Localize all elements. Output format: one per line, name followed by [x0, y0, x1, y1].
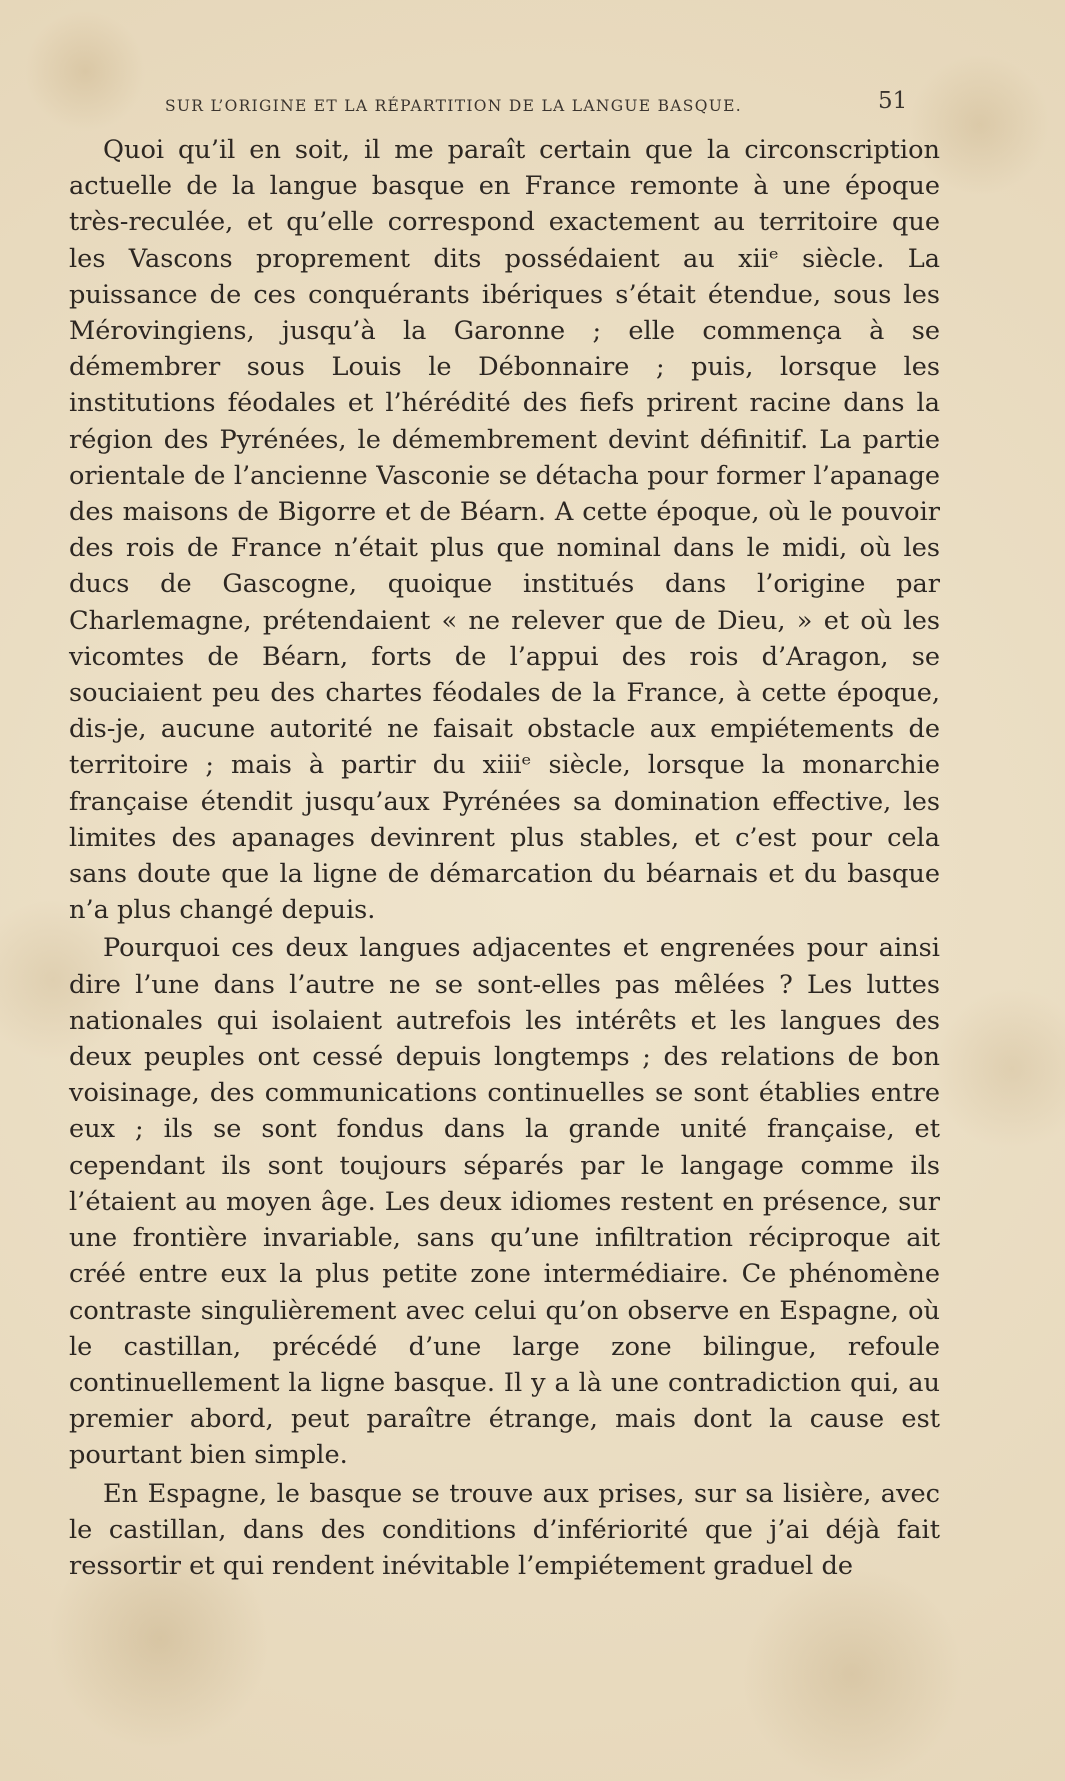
- paragraph-2: Pourquoi ces deux langues adjacentes et engrenées pour ainsi dire l’une dans l’autre ne se sont-elles pas mêlées ? Les luttes nationales qui isolaient autrefois les intérêts et les langues des deux peuples ont cessé depuis longtemps ; des relations de bon voisinage, des communications continuelles se sont établies entre eux ; ils se sont fondus dans la grande unité française, et cependant ils sont toujours séparés par le langage comme ils l’étaient au moyen âge. Les deux idiomes restent en présence, sur une frontière invariable, sans qu’une infiltration réciproque ait créé entre eux la plus petite zone intermédiaire. Ce phénomène contraste singulièrement avec celui qu’on observe en Espagne, où le castillan, précédé d’une large zone bilingue, refoule continuellement la ligne basque. Il y a là une contradiction qui, au premier abord, peut paraître étrange, mais dont la cause est pourtant bien simple.: [69, 933, 940, 1471]
- paragraph-1: Quoi qu’il en soit, il me paraît certain que la circonscription actuelle de la langue basque en France remonte à une époque très-reculée, et qu’elle correspond exactement au territoire que les Vascons proprement dits possédaient au xiiᵉ siècle. La puissance de ces conquérants ibériques s’était étendue, sous les Mérovingiens, jusqu’à la Garonne ; elle commença à se démembrer sous Louis le Débonnaire ; puis, lorsque les institutions féodales et l’hérédité des fiefs prirent racine dans la région des Pyrénées, le démembrement devint définitif. La partie orientale de l’ancienne Vasconie se détacha pour former l’apanage des maisons de Bigorre et de Béarn. A cette époque, où le pouvoir des rois de France n’était plus que nominal dans le midi, où les ducs de Gascogne, quoique institués dans l’origine par Charlemagne, prétendaient « ne relever que de Dieu, » et où les vicomtes de Béarn, forts de l’appui des rois d’Aragon, se souciaient peu des chartes féodales de la France, à cette époque, dis-je, aucune autorité ne faisait obstacle aux empiétements de territoire ; mais à partir du xiiiᵉ siècle, lorsque la monarchie française étendit jusqu’aux Pyrénées sa domination effective, les limites des apanages devinrent plus stables, et c’est pour cela sans doute que la ligne de démarcation du béarnais et du basque n’a plus changé depuis.: [69, 135, 940, 926]
- body-text: [69, 132, 940, 1586]
- paragraph-3: En Espagne, le basque se trouve aux prises, sur sa lisière, avec le castillan, dans des conditions d’infériorité que j’ai déjà fait ressortir et qui rendent inévitable l’empiétement graduel de: [69, 1478, 940, 1581]
- page-number: 51: [878, 88, 908, 114]
- running-header: SUR L’ORIGINE ET LA RÉPARTITION DE LA LANGUE BASQUE.: [165, 97, 742, 115]
